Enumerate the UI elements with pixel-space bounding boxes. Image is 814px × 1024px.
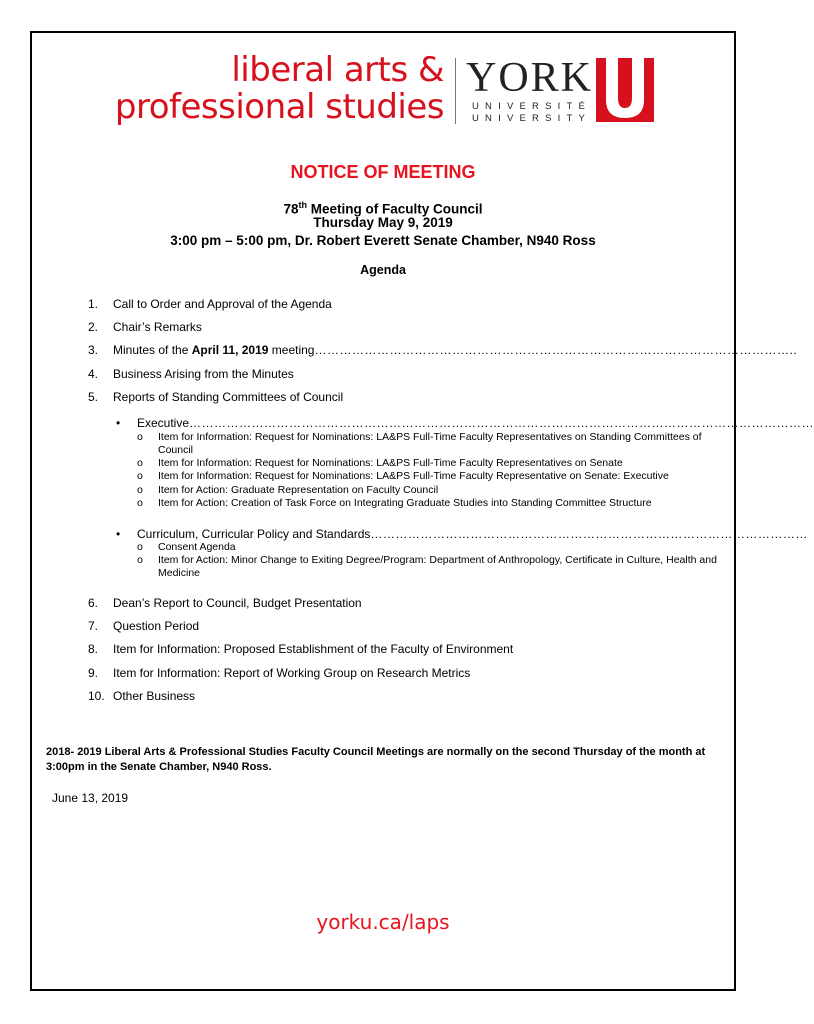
logo-university: UNIVERSITY	[472, 113, 592, 124]
agenda-item	[88, 688, 195, 704]
item-text: Chair’s Remarks	[113, 320, 202, 334]
curriculum-label: Curriculum, Curricular Policy and Standards	[137, 527, 371, 541]
item-text: Question Period	[113, 619, 200, 633]
item-number: 7.	[88, 619, 99, 633]
agenda-item	[88, 319, 202, 335]
document-date: June 13, 2019	[52, 791, 129, 805]
item-text: Item for Information: Report of Working Group on Research Metrics	[113, 666, 471, 680]
sub-item-text: Item for Information: Request for Nominations: LA&PS Full-Time Faculty Representatives on Senate	[158, 457, 623, 469]
executive-label: Executive	[137, 416, 190, 430]
list-item	[137, 484, 718, 497]
notice-title: NOTICE OF MEETING	[290, 162, 476, 182]
laps-logo-text	[114, 52, 444, 126]
item-text: Minutes of the	[113, 343, 192, 357]
item-number: 1.	[88, 297, 99, 311]
logo-line-1: liberal arts &	[231, 50, 444, 90]
sub-item-text: Item for Action: Creation of Task Force on Integrating Graduate Studies into Standing Committee Structure	[158, 497, 652, 509]
item-number: 6.	[88, 596, 99, 610]
meeting-time-location: 3:00 pm – 5:00 pm, Dr. Robert Everett Senate Chamber, N940 Ross	[170, 233, 596, 248]
bullet-icon: •	[116, 416, 121, 430]
agenda-item	[88, 618, 199, 634]
curriculum-heading	[137, 526, 808, 542]
leader-dots: ……………………………………………………………………………………………	[370, 527, 808, 541]
item-text-end: meeting	[268, 343, 315, 357]
circle-bullet-icon: o	[137, 554, 143, 566]
item-number: 4.	[88, 367, 99, 381]
agenda-heading: Agenda	[360, 263, 406, 277]
item-text: Item for Information: Proposed Establishment of the Faculty of Environment	[113, 642, 514, 656]
list-item	[137, 457, 718, 470]
sub-item-text: Item for Action: Minor Change to Exiting Degree/Program: Department of Anthropology, Certificate in Culture, Health and Medicine	[158, 554, 717, 579]
meeting-date: Thursday May 9, 2019	[313, 215, 453, 230]
list-item	[137, 431, 718, 457]
meeting-schedule-note: 2018- 2019 Liberal Arts & Professional Studies Faculty Council Meetings are normally on the second Thursday of the month at 3:00pm in the Senate Chamber, N940 Ross.	[46, 746, 706, 773]
item-text-date: April 11, 2019	[191, 343, 269, 357]
york-wordmark: YORK	[466, 55, 594, 101]
item-number: 3.	[88, 343, 99, 357]
logo-line-2: professional studies	[114, 87, 444, 127]
sub-item-text: Consent Agenda	[158, 541, 236, 553]
agenda-item	[88, 296, 332, 312]
item-number: 9.	[88, 666, 99, 680]
leader-dots: ……………………………………………………………………………………………………..	[314, 343, 798, 357]
meeting-number: 78	[283, 201, 299, 217]
york-u-logo-icon	[596, 58, 654, 122]
circle-bullet-icon: o	[137, 484, 143, 496]
meeting-name: Meeting of Faculty Council	[307, 201, 483, 217]
item-number: 2.	[88, 320, 99, 334]
agenda-item	[88, 665, 470, 681]
sub-item-text: Item for Information: Request for Nominations: LA&PS Full-Time Faculty Representative on Senate: Executive	[158, 470, 669, 482]
item-number: 8.	[88, 642, 99, 656]
item-text: Business Arising from the Minutes	[113, 367, 294, 381]
item-number: 10.	[88, 689, 105, 703]
list-item	[137, 470, 718, 483]
agenda-item	[88, 389, 343, 405]
logo-universite: UNIVERSITÉ	[472, 101, 592, 112]
meeting-ordinal: th	[298, 200, 307, 210]
agenda-item	[88, 342, 798, 358]
item-text: Reports of Standing Committees of Council	[113, 390, 344, 404]
agenda-item	[88, 641, 513, 657]
list-item	[137, 497, 718, 510]
logo-divider	[455, 58, 456, 124]
footer-url-link[interactable]: yorku.ca/laps	[316, 910, 450, 934]
list-item	[137, 554, 718, 580]
circle-bullet-icon: o	[137, 541, 143, 553]
sub-item-text: Item for Action: Graduate Representation on Faculty Council	[158, 484, 439, 496]
item-text: Other Business	[113, 689, 196, 703]
agenda-item	[88, 366, 294, 382]
list-item	[137, 541, 718, 554]
circle-bullet-icon: o	[137, 431, 143, 443]
circle-bullet-icon: o	[137, 497, 143, 509]
item-number: 5.	[88, 390, 99, 404]
circle-bullet-icon: o	[137, 457, 143, 469]
circle-bullet-icon: o	[137, 470, 143, 482]
sub-item-text: Item for Information: Request for Nominations: LA&PS Full-Time Faculty Representatives on Standing Committees of Council	[158, 431, 702, 456]
executive-heading	[137, 415, 814, 431]
bullet-icon: •	[116, 527, 121, 541]
leader-dots: ……………………………………………………………………………………………………………………………………	[189, 416, 814, 430]
item-text: Call to Order and Approval of the Agenda	[113, 297, 332, 311]
agenda-item	[88, 595, 362, 611]
item-text: Dean’s Report to Council, Budget Presentation	[113, 596, 362, 610]
